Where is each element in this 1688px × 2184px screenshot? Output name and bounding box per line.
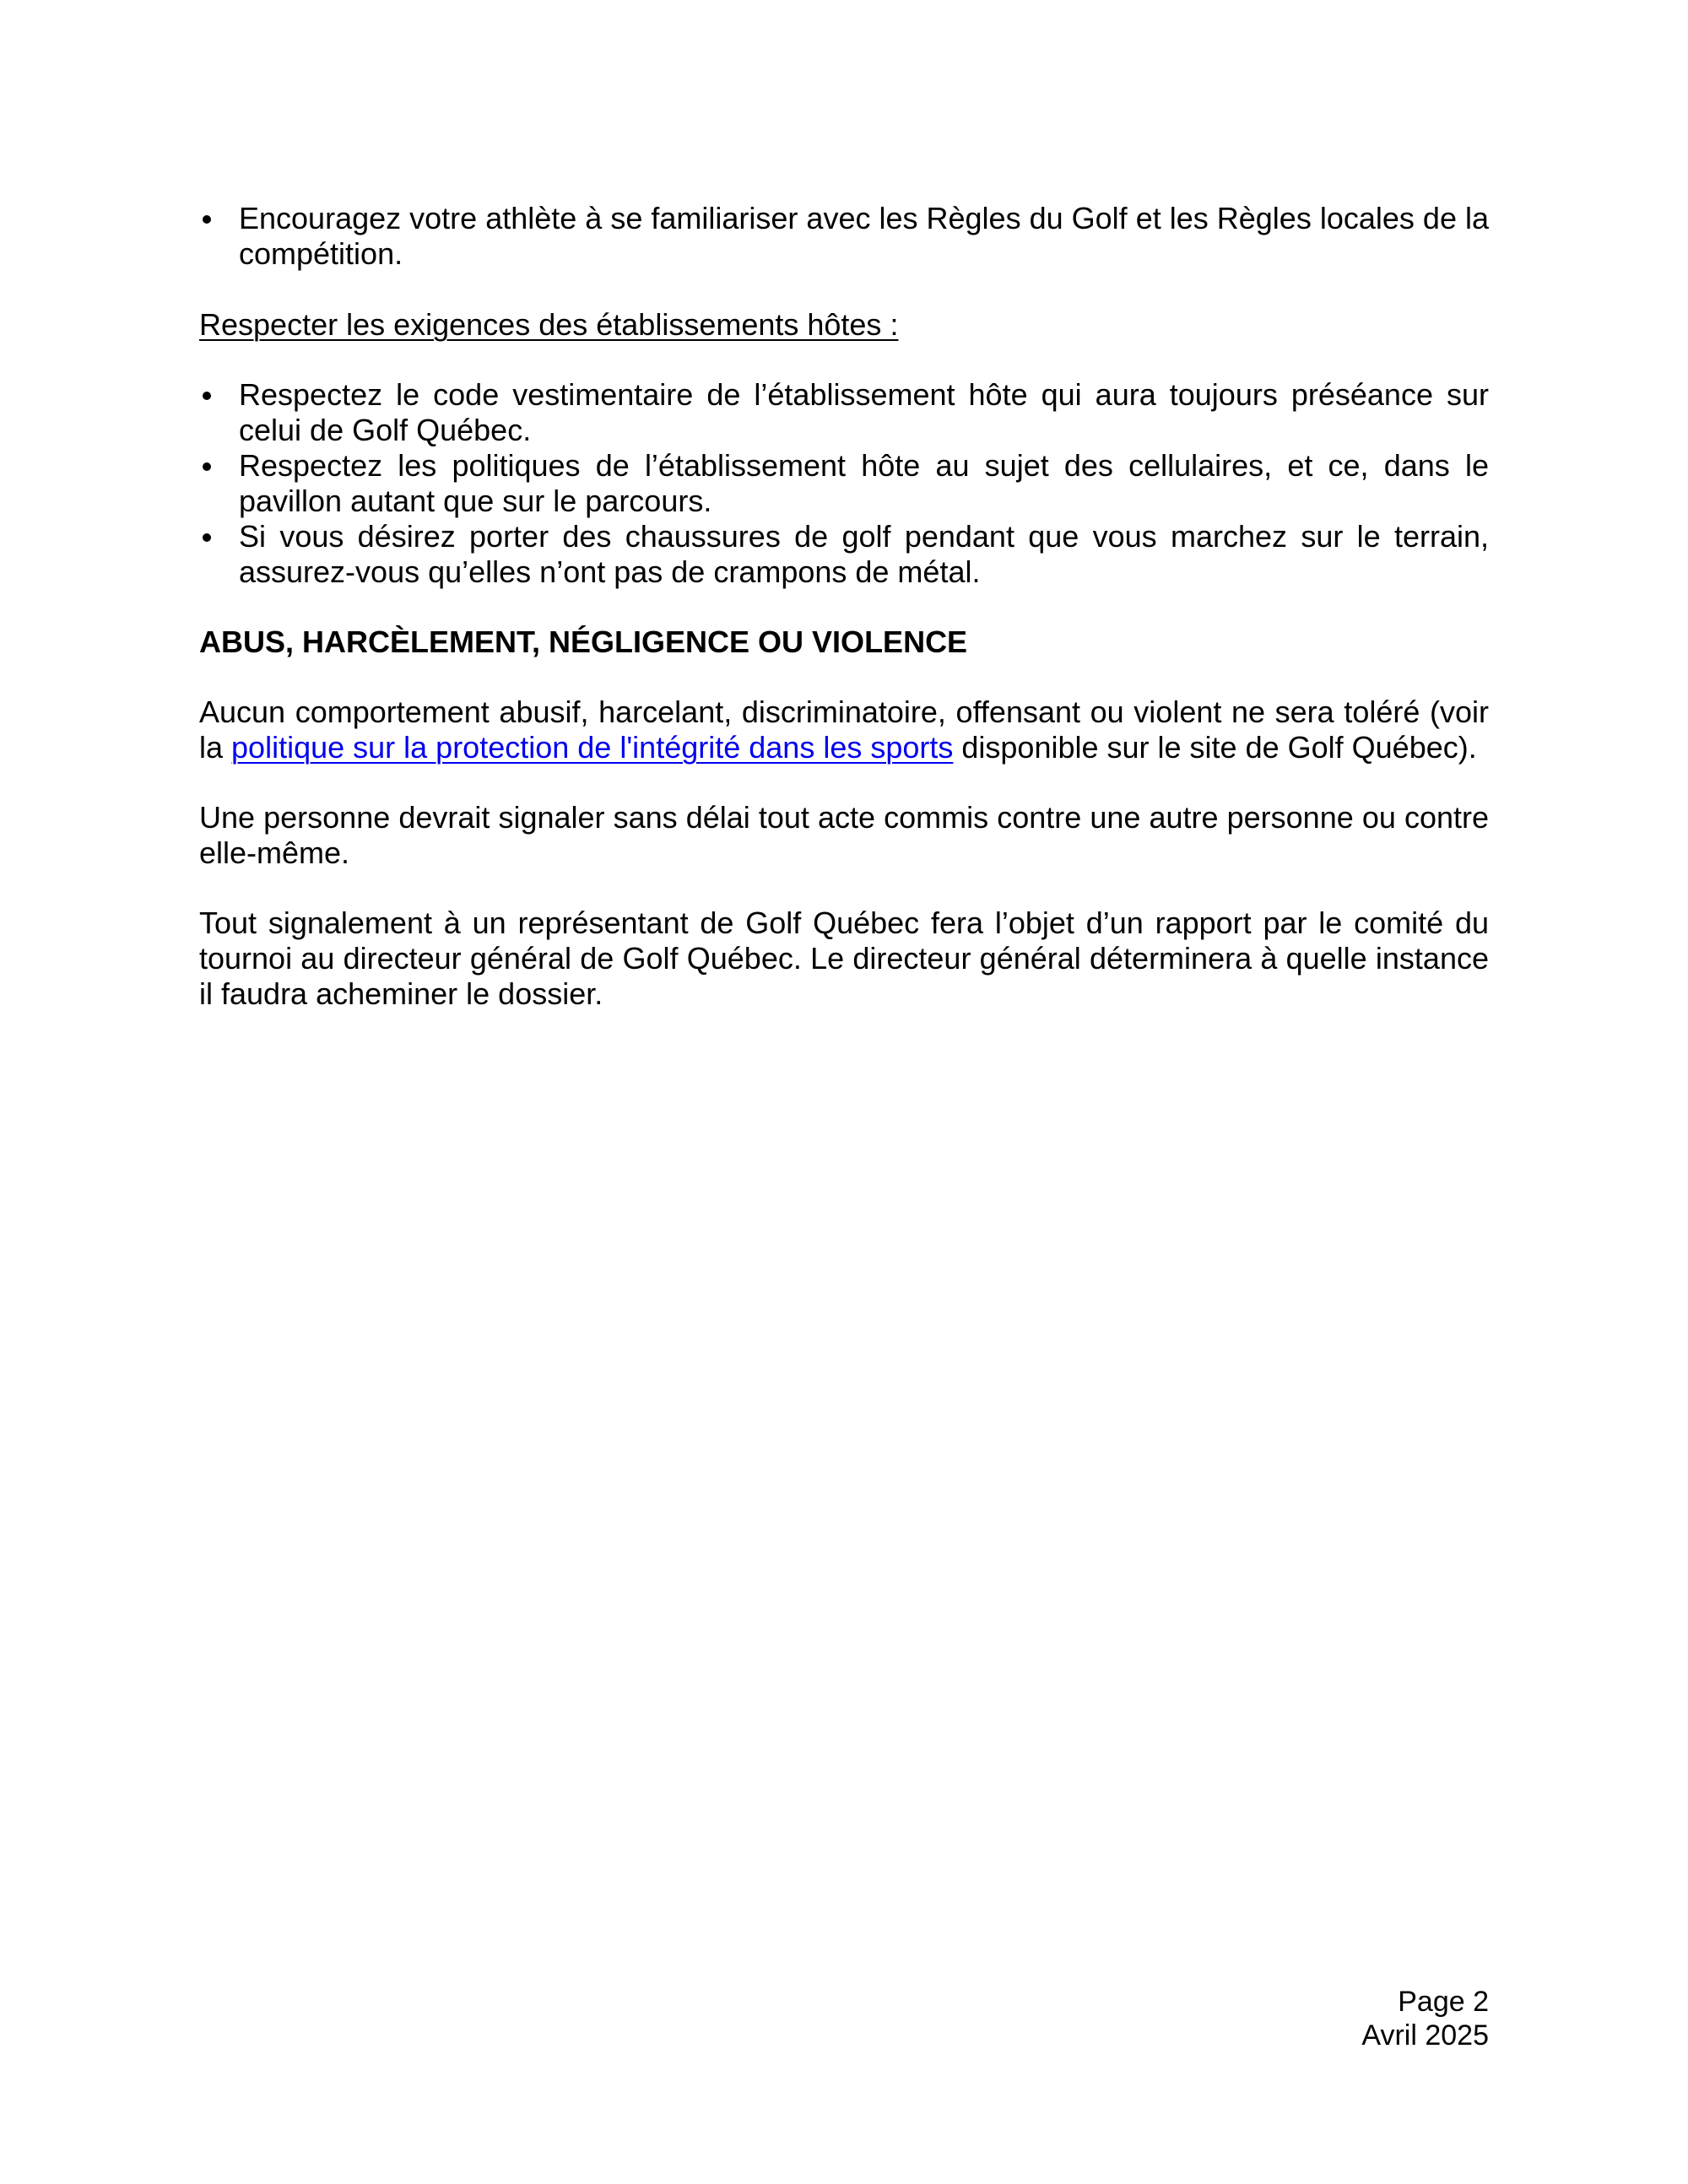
bullet-icon [203, 392, 211, 400]
list-item-text: Si vous désirez porter des chaussures de golf pendant que vous marchez sur le terrain, assurez-vous qu’elles n’ont pas de crampons de métal. [239, 519, 1489, 589]
list-item [199, 519, 1489, 590]
list-item-text: Respectez le code vestimentaire de l’établissement hôte qui aura toujours préséance sur celui de Golf Québec. [239, 377, 1489, 447]
section-heading: ABUS, HARCÈLEMENT, NÉGLIGENCE OU VIOLENCE [199, 624, 968, 659]
page-content [199, 201, 1489, 1012]
page-number: Page 2 [1398, 1986, 1489, 2018]
escalation-paragraph: Tout signalement à un représentant de Golf Québec fera l’objet d’un rapport par le comité du tournoi au directeur général de Golf Québec. Le directeur général déterminera à quelle instance il faudra acheminer le dossier. [199, 905, 1489, 1011]
page-footer [1361, 1985, 1489, 2052]
athlete-guidance-list [199, 201, 1489, 272]
list-item [199, 377, 1489, 448]
bullet-icon [203, 215, 211, 224]
integrity-policy-link[interactable]: politique sur la protection de l'intégrité dans les sports [231, 730, 954, 765]
list-item [199, 448, 1489, 519]
host-requirements-list [199, 377, 1489, 590]
host-requirements-heading [199, 307, 1489, 343]
host-requirements-heading-text: Respecter les exigences des établissements hôtes : [199, 307, 899, 342]
reporting-paragraph: Une personne devrait signaler sans délai tout acte commis contre une autre personne ou contre elle-même. [199, 800, 1489, 870]
footer-date: Avril 2025 [1361, 2019, 1489, 2052]
paragraph-text: disponible sur le site de Golf Québec). [953, 730, 1477, 765]
bullet-icon [203, 533, 211, 542]
abuse-policy-paragraph [199, 695, 1489, 765]
bullet-icon [203, 462, 211, 471]
list-item [199, 201, 1489, 272]
list-item-text: Respectez les politiques de l’établissement hôte au sujet des cellulaires, et ce, dans le pavillon autant que sur le parcours. [239, 448, 1489, 518]
paragraph-text: Aucun comportement abusif, harcelant, discriminatoire, offensant ou violent ne sera toléré (voir la [199, 695, 1489, 765]
list-item-text: Encouragez votre athlète à se familiariser avec les Règles du Golf et les Règles locales de la compétition. [239, 201, 1489, 271]
